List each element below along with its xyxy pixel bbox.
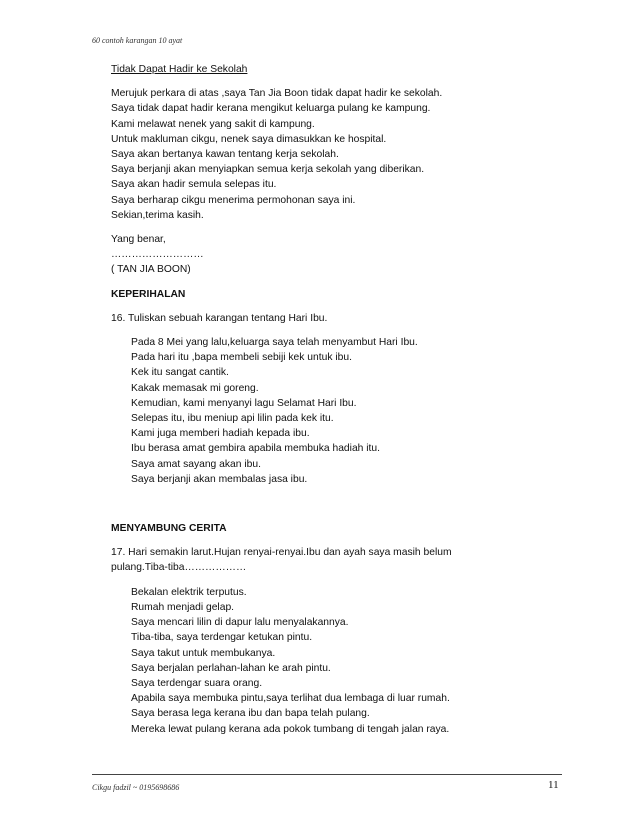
essay-line: Rumah menjadi gelap. — [131, 601, 235, 613]
essay-line: Kami juga memberi hadiah kepada ibu. — [131, 428, 310, 440]
essay-line: Saya berjalan perlahan-lahan ke arah pintu. — [131, 662, 331, 674]
spacer — [111, 302, 551, 311]
essay-line: Pada hari itu ,bapa membeli sebiji kek untuk ibu. — [131, 352, 352, 364]
essay-line: Saya mencari lilin di dapur lalu menyalakannya. — [131, 617, 349, 629]
spacer — [111, 487, 551, 521]
essay-line: Kakak memasak mi goreng. — [131, 382, 259, 394]
spacer — [111, 326, 551, 335]
essay-line: Saya terdengar suara orang. — [131, 677, 263, 689]
signature-line: ……………………… — [111, 249, 204, 261]
essay-line: Bekalan elektrik terputus. — [131, 586, 247, 598]
letter-line: Untuk makluman cikgu, nenek saya dimasukkan ke hospital. — [111, 133, 387, 145]
essay-line: Apabila saya membuka pintu,saya terlihat dua lembaga di luar rumah. — [131, 693, 450, 705]
spacer — [111, 536, 551, 545]
essay-line: Ibu berasa amat gembira apabila membuka hadiah itu. — [131, 443, 380, 455]
spacer — [111, 278, 551, 287]
page-number: 11 — [548, 779, 559, 791]
essay-line: Saya berjanji akan membalas jasa ibu. — [131, 473, 308, 485]
letter-line: Merujuk perkara di atas ,saya Tan Jia Boon tidak dapat hadir ke sekolah. — [111, 88, 443, 100]
footer-author: Cikgu fadzil ~ 0195698686 — [92, 783, 180, 792]
footer-divider — [92, 774, 562, 775]
letter-signer: ( TAN JIA BOON) — [111, 264, 191, 276]
document-body — [111, 62, 551, 737]
essay-line: Mereka lewat pulang kerana ada pokok tumbang di tengah jalan raya. — [131, 723, 450, 735]
essay-16 — [111, 335, 551, 487]
letter-body — [111, 86, 551, 223]
letter-line: Saya berjanji akan menyiapkan semua kerja sekolah yang diberikan. — [111, 164, 425, 176]
letter-line: Saya berharap cikgu menerima permohonan saya ini. — [111, 194, 356, 206]
letter-line: Saya akan bertanya kawan tentang kerja sekolah. — [111, 149, 339, 161]
question-17-line-2: pulang.Tiba-tiba……………… — [111, 562, 247, 574]
essay-line: Kemudian, kami menyanyi lagu Selamat Hari Ibu. — [131, 397, 357, 409]
essay-line: Kek itu sangat cantik. — [131, 367, 229, 379]
essay-17 — [111, 585, 551, 737]
essay-line: Pada 8 Mei yang lalu,keluarga saya telah menyambut Hari Ibu. — [131, 337, 418, 349]
essay-line: Tiba-tiba, saya terdengar ketukan pintu. — [131, 632, 313, 644]
question-16: 16. Tuliskan sebuah karangan tentang Hari Ibu. — [111, 312, 328, 324]
letter-subject: Tidak Dapat Hadir ke Sekolah — [111, 64, 248, 75]
letter-closing: Yang benar, — [111, 234, 166, 246]
essay-line: Saya takut untuk membukanya. — [131, 647, 276, 659]
running-header: 60 contoh karangan 10 ayat — [92, 36, 183, 45]
letter-line: Kami melawat nenek yang sakit di kampung. — [111, 118, 315, 130]
essay-line: Saya amat sayang akan ibu. — [131, 458, 261, 470]
letter-line: Saya akan hadir semula selepas itu. — [111, 179, 277, 191]
question-17-line-1: 17. Hari semakin larut.Hujan renyai-renyai.Ibu dan ayah saya masih belum — [111, 547, 452, 559]
spacer — [111, 223, 551, 232]
letter-line: Sekian,terima kasih. — [111, 209, 204, 221]
letter-line: Saya tidak dapat hadir kerana mengikut keluarga pulang ke kampung. — [111, 103, 431, 115]
section-heading-keperihalan: KEPERIHALAN — [111, 288, 186, 300]
spacer — [111, 576, 551, 585]
spacer — [111, 77, 551, 86]
section-heading-menyambung-cerita: MENYAMBUNG CERITA — [111, 523, 227, 535]
essay-line: Saya berasa lega kerana ibu dan bapa telah pulang. — [131, 708, 370, 720]
essay-line: Selepas itu, ibu meniup api lilin pada kek itu. — [131, 413, 334, 425]
